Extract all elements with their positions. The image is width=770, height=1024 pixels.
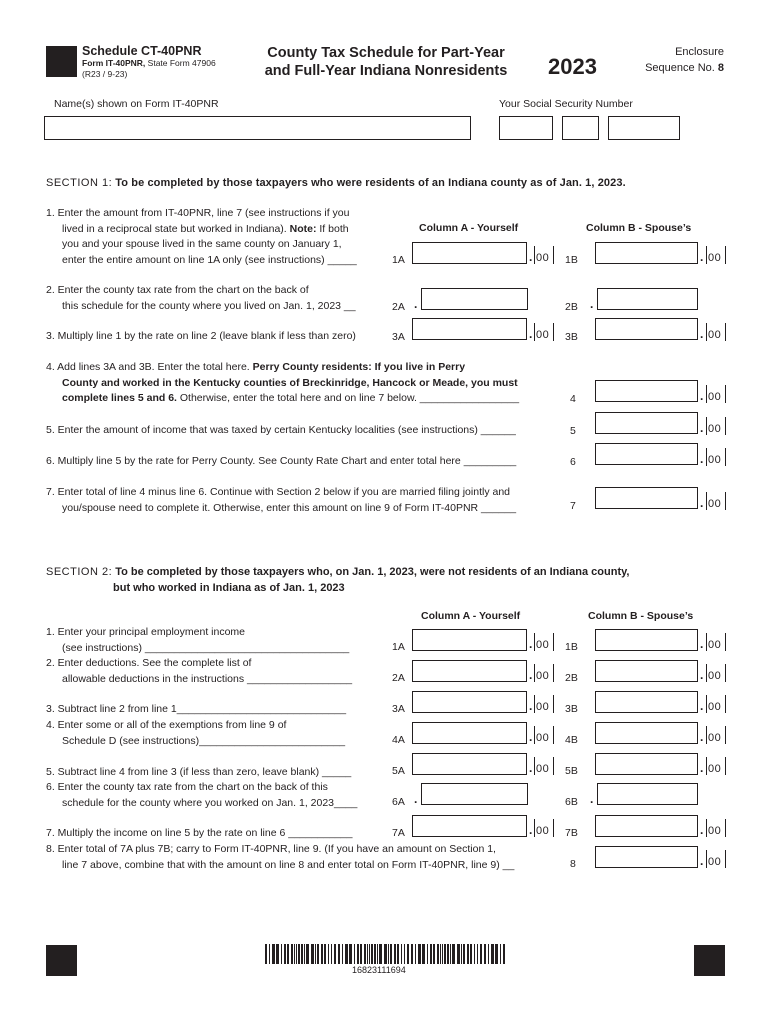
- s2-8-cents: 00: [708, 856, 722, 868]
- form-reference: [82, 58, 216, 68]
- s2-line4-l1: 4. Enter some or all of the exemptions from line 9 of: [46, 719, 287, 731]
- s2-5a-cents-divider: [534, 757, 535, 775]
- barcode-bar: [324, 944, 326, 964]
- s1-3a-cents-end: [553, 323, 554, 341]
- barcode-bar: [388, 944, 389, 964]
- s1-line4-l3a: complete lines 5 and 6.: [62, 392, 177, 404]
- s2-column-b-heading: Column B - Spouse’s: [588, 610, 694, 622]
- barcode-bar: [447, 944, 449, 964]
- s1-7-label: 7: [570, 500, 576, 512]
- s1-1a-decimal: .: [529, 250, 533, 264]
- sequence-number: 8: [717, 62, 724, 74]
- s2-1b-cents-divider: [706, 633, 707, 651]
- s1-2b-label: 2B: [565, 301, 578, 313]
- s2-3a-cents-end: [553, 695, 554, 713]
- s2-3b-decimal: .: [700, 699, 704, 713]
- s1-line7-text: [46, 485, 516, 516]
- s2-3b-cents-divider: [706, 695, 707, 713]
- s2-line6-l1: 6. Enter the county tax rate from the chart on the back of this: [46, 781, 328, 793]
- s1-line4-l3b: Otherwise, enter the total here and on line 7 below. _________________: [176, 392, 520, 404]
- barcode-bar: [401, 944, 402, 964]
- barcode-bar: [345, 944, 348, 964]
- s1-3a-label: 3A: [392, 331, 405, 343]
- s1-1b-input[interactable]: [595, 242, 698, 264]
- s1-3b-input[interactable]: [595, 318, 698, 340]
- barcode-bar: [488, 944, 489, 964]
- s2-2b-cents: 00: [708, 670, 722, 682]
- s1-2a-label: 2A: [392, 301, 405, 313]
- s1-line2-l1: 2. Enter the county tax rate from the chart on the back of: [46, 284, 309, 296]
- barcode-bar: [379, 944, 382, 964]
- s1-3b-cents-divider: [706, 323, 707, 341]
- s1-line4-l1b: Perry County residents: If you live in Perry: [252, 361, 466, 373]
- s2-line4-l2: Schedule D (see instructions)_________________________: [62, 734, 346, 747]
- barcode-bar: [437, 944, 439, 964]
- section2-title2: but who worked in Indiana as of Jan. 1, 2023: [113, 582, 345, 594]
- s2-5a-cents: 00: [536, 763, 550, 775]
- s1-7-cents: 00: [708, 498, 722, 510]
- form-title: [257, 44, 515, 80]
- s2-line1-text: [46, 625, 349, 656]
- s2-7a-cents-divider: [534, 819, 535, 837]
- barcode-bar: [467, 944, 469, 964]
- s1-4-cents: 00: [708, 391, 722, 403]
- barcode-bar: [440, 944, 441, 964]
- s1-7-decimal: .: [700, 496, 704, 510]
- barcode-bar: [265, 944, 267, 964]
- barcode-bar: [442, 944, 443, 964]
- s2-5b-decimal: .: [700, 761, 704, 775]
- s2-5a-cents-end: [553, 757, 554, 775]
- s1-3a-cents: 00: [536, 329, 550, 341]
- s2-5a-input[interactable]: [412, 753, 527, 775]
- s2-line8-l1: 8. Enter total of 7A plus 7B; carry to Form IT-40PNR, line 9. (If you have an amount on Section 1,: [46, 843, 496, 855]
- barcode-bar: [427, 944, 428, 964]
- s1-3a-cents-divider: [534, 323, 535, 341]
- s2-line5-text: 5. Subtract line 4 from line 3 (if less than zero, leave blank) _____: [46, 766, 352, 778]
- revision-date: (R23 / 9-23): [82, 69, 128, 79]
- s2-4a-cents-divider: [534, 726, 535, 744]
- s1-line2-l2: this schedule for the county where you lived on Jan. 1, 2023 __: [62, 299, 356, 312]
- s1-3a-input[interactable]: [412, 318, 527, 340]
- s2-6b-label: 6B: [565, 796, 578, 808]
- s1-3a-decimal: .: [529, 327, 533, 341]
- s2-7b-decimal: .: [700, 823, 704, 837]
- barcode-bar: [287, 944, 289, 964]
- s1-line7-l2: you/spouse need to complete it. Otherwise, enter this amount on line 9 of Form IT-40PNR ______: [62, 501, 517, 514]
- barcode-bar: [384, 944, 387, 964]
- s2-5b-label: 5B: [565, 765, 578, 777]
- form-reference-bold: Form IT-40PNR,: [82, 58, 146, 68]
- s2-7a-cents-end: [553, 819, 554, 837]
- s2-7b-cents: 00: [708, 825, 722, 837]
- s1-5-cents: 00: [708, 423, 722, 435]
- barcode-bar: [367, 944, 368, 964]
- barcode-bar: [291, 944, 293, 964]
- s1-1b-cents: 00: [708, 252, 722, 264]
- s2-line1-l2: (see instructions) ___________________________________: [62, 641, 350, 654]
- barcode-bar: [328, 944, 329, 964]
- ssn-label: Your Social Security Number: [499, 98, 633, 110]
- s1-2a-input[interactable]: [421, 288, 528, 310]
- barcode-bar: [404, 944, 405, 964]
- barcode-bar: [342, 944, 343, 964]
- s2-6a-input[interactable]: [421, 783, 528, 805]
- s1-3b-decimal: .: [700, 327, 704, 341]
- s1-5-label: 5: [570, 425, 576, 437]
- s1-4-decimal: .: [700, 389, 704, 403]
- s2-2a-cents: 00: [536, 670, 550, 682]
- s1-3b-cents: 00: [708, 329, 722, 341]
- s2-line2-l2: allowable deductions in the instructions __________________: [62, 672, 353, 685]
- s1-line7-l1: 7. Enter total of line 4 minus line 6. Continue with Section 2 below if you are married filing jointly and: [46, 486, 510, 498]
- s2-3a-cents-divider: [534, 695, 535, 713]
- s2-8-cents-end: [725, 850, 726, 868]
- barcode-bar: [474, 944, 475, 964]
- s1-line4-l2: County and worked in the Kentucky counties of Breckinridge, Hancock or Meade, you must: [62, 376, 518, 389]
- barcode-bar: [294, 944, 295, 964]
- s1-5-input[interactable]: [595, 412, 698, 434]
- s2-1a-cents-divider: [534, 633, 535, 651]
- barcode-bar: [357, 944, 359, 964]
- s2-line6-l2: schedule for the county where you worked on Jan. 1, 2023____: [62, 796, 358, 809]
- s2-4b-label: 4B: [565, 734, 578, 746]
- s1-2a-decimal: .: [414, 297, 418, 311]
- s2-2b-cents-end: [725, 664, 726, 682]
- s1-1b-cents-end: [725, 246, 726, 264]
- s2-3a-input[interactable]: [412, 691, 527, 713]
- s1-line4-l1a: 4. Add lines 3A and 3B. Enter the total here.: [46, 361, 253, 373]
- s1-5-decimal: .: [700, 421, 704, 435]
- names-field[interactable]: [44, 116, 471, 140]
- barcode-bar: [390, 944, 392, 964]
- s2-8-decimal: .: [700, 854, 704, 868]
- barcode-bar: [371, 944, 373, 964]
- s2-line2-l1: 2. Enter deductions. See the complete list of: [46, 657, 252, 669]
- barcode-bar: [394, 944, 396, 964]
- s1-1a-input[interactable]: [412, 242, 527, 264]
- s2-3b-cents-end: [725, 695, 726, 713]
- s2-line6-text: [46, 780, 357, 811]
- s1-1a-label: 1A: [392, 254, 405, 266]
- barcode-bar: [304, 944, 305, 964]
- s2-6b-decimal: .: [590, 792, 594, 806]
- barcode-bar: [354, 944, 355, 964]
- barcode-bar: [360, 944, 362, 964]
- s1-1b-decimal: .: [700, 250, 704, 264]
- s1-1a-cents-end: [553, 246, 554, 264]
- s2-2b-input[interactable]: [595, 660, 698, 682]
- s2-7b-input[interactable]: [595, 815, 698, 837]
- s2-3a-decimal: .: [529, 699, 533, 713]
- s1-2b-input[interactable]: [597, 288, 698, 310]
- section1-title: To be completed by those taxpayers who were residents of an Indiana county as of Jan. 1, 2023.: [115, 177, 626, 189]
- s2-1b-input[interactable]: [595, 629, 698, 651]
- barcode-bar: [301, 944, 303, 964]
- s1-3b-label: 3B: [565, 331, 578, 343]
- s1-1a-cents: 00: [536, 252, 550, 264]
- s2-7a-decimal: .: [529, 823, 533, 837]
- s1-1b-label: 1B: [565, 254, 578, 266]
- barcode-bar: [495, 944, 498, 964]
- s1-5-cents-end: [725, 417, 726, 435]
- tax-year: 2023: [548, 54, 597, 79]
- ssn-field-part2[interactable]: [562, 116, 599, 140]
- s1-1b-cents-divider: [706, 246, 707, 264]
- s2-8-label: 8: [570, 858, 576, 870]
- section1-label: SECTION 1:: [46, 177, 113, 189]
- s2-1a-cents: 00: [536, 639, 550, 651]
- s1-1a-cents-divider: [534, 246, 535, 264]
- s2-2a-cents-divider: [534, 664, 535, 682]
- s2-line7-text: 7. Multiply the income on line 5 by the rate on line 6 ___________: [46, 827, 353, 839]
- s2-1a-decimal: .: [529, 637, 533, 651]
- s1-line1-note: Note:: [289, 222, 317, 235]
- barcode-bar: [477, 944, 478, 964]
- s1-line3-text: 3. Multiply line 1 by the rate on line 2 (leave blank if less than zero): [46, 330, 356, 342]
- s2-line8-l2: line 7 above, combine that with the amount on line 8 and enter total on Form IT-40PNR, line 9) __: [62, 858, 515, 871]
- s2-7a-label: 7A: [392, 827, 405, 839]
- s2-3a-cents: 00: [536, 701, 550, 713]
- s1-3b-cents-end: [725, 323, 726, 341]
- s2-7b-label: 7B: [565, 827, 578, 839]
- s2-3b-cents: 00: [708, 701, 722, 713]
- s1-column-a-heading: Column A - Yourself: [419, 222, 519, 234]
- s1-line1-l2: [46, 222, 357, 238]
- section2-title1: To be completed by those taxpayers who, on Jan. 1, 2023, were not residents of an Indiana county,: [115, 566, 630, 578]
- barcode-bar: [433, 944, 435, 964]
- s1-2b-decimal: .: [590, 297, 594, 311]
- s2-5b-cents: 00: [708, 763, 722, 775]
- barcode-bar: [298, 944, 300, 964]
- section1-heading: [46, 177, 626, 189]
- s1-line1-l2c: If both: [316, 222, 349, 235]
- section2-heading: [46, 564, 629, 596]
- barcode-bar: [306, 944, 309, 964]
- s1-4-label: 4: [570, 393, 576, 405]
- s1-7-input[interactable]: [595, 487, 698, 509]
- barcode-number: 16823111694: [352, 965, 406, 975]
- s1-7-cents-end: [725, 492, 726, 510]
- s2-8-cents-divider: [706, 850, 707, 868]
- ssn-field-part1[interactable]: [499, 116, 553, 140]
- barcode-bar: [430, 944, 432, 964]
- barcode-bar: [281, 944, 282, 964]
- barcode-bar: [315, 944, 316, 964]
- barcode-bar: [457, 944, 460, 964]
- s1-line1-l1: 1. Enter the amount from IT-40PNR, line 7 (see instructions if you: [46, 207, 350, 219]
- s2-line1-l1: 1. Enter your principal employment income: [46, 626, 246, 638]
- s2-7b-cents-end: [725, 819, 726, 837]
- s1-6-cents-divider: [706, 448, 707, 466]
- section2-label: SECTION 2:: [46, 566, 113, 578]
- barcode-bar: [418, 944, 421, 964]
- s2-5b-cents-divider: [706, 757, 707, 775]
- s2-2a-label: 2A: [392, 672, 405, 684]
- s2-6b-input[interactable]: [597, 783, 698, 805]
- barcode-bar: [397, 944, 399, 964]
- s1-6-decimal: .: [700, 452, 704, 466]
- names-label: Name(s) shown on Form IT-40PNR: [54, 98, 219, 110]
- section2-heading-line1: [46, 564, 629, 580]
- form-title-line2: and Full-Year Indiana Nonresidents: [264, 63, 508, 79]
- form-reference-rest: State Form 47906: [145, 58, 216, 68]
- barcode-bar: [377, 944, 378, 964]
- s2-7a-input[interactable]: [412, 815, 527, 837]
- s1-line2-text: [46, 283, 356, 314]
- s1-line4-l1: [46, 360, 519, 376]
- s1-5-cents-divider: [706, 417, 707, 435]
- s2-4b-cents: 00: [708, 732, 722, 744]
- s2-4b-decimal: .: [700, 730, 704, 744]
- s1-line5-text: 5. Enter the amount of income that was taxed by certain Kentucky localities (see instructions) ______: [46, 424, 516, 436]
- enclosure-label: Enclosure: [675, 46, 724, 58]
- barcode-bar: [317, 944, 319, 964]
- s2-2a-cents-end: [553, 664, 554, 682]
- s2-6a-decimal: .: [414, 792, 418, 806]
- s2-line8-text: [46, 842, 514, 873]
- barcode-bar: [491, 944, 494, 964]
- barcode-bar: [415, 944, 416, 964]
- barcode-bar: [470, 944, 472, 964]
- barcode-bar: [296, 944, 297, 964]
- barcode-graphic: [265, 944, 507, 964]
- s2-1b-label: 1B: [565, 641, 578, 653]
- barcode-bar: [480, 944, 482, 964]
- s2-8-input[interactable]: [595, 846, 698, 868]
- s2-3b-input[interactable]: [595, 691, 698, 713]
- s2-1a-input[interactable]: [412, 629, 527, 651]
- s1-line6-text: 6. Multiply line 5 by the rate for Perry County. See County Rate Chart and enter total here _________: [46, 455, 517, 467]
- barcode-bar: [452, 944, 455, 964]
- barcode-bar: [364, 944, 366, 964]
- s1-6-input[interactable]: [595, 443, 698, 465]
- barcode-bar: [463, 944, 465, 964]
- s1-7-cents-divider: [706, 492, 707, 510]
- enclosure-sequence: [628, 44, 724, 76]
- s1-line4-l3: [46, 391, 519, 407]
- s2-3b-label: 3B: [565, 703, 578, 715]
- s1-line1-l3: you and your spouse lived in the same county on January 1,: [62, 238, 342, 250]
- s1-4-cents-divider: [706, 385, 707, 403]
- s2-6a-label: 6A: [392, 796, 405, 808]
- s2-4a-input[interactable]: [412, 722, 527, 744]
- barcode-bar: [444, 944, 446, 964]
- s2-1b-decimal: .: [700, 637, 704, 651]
- s1-4-cents-end: [725, 385, 726, 403]
- s2-1b-cents-end: [725, 633, 726, 651]
- s1-column-b-heading: Column B - Spouse’s: [586, 222, 692, 234]
- s2-4a-label: 4A: [392, 734, 405, 746]
- s2-line3-text: 3. Subtract line 2 from line 1_____________________________: [46, 703, 347, 715]
- s2-2b-label: 2B: [565, 672, 578, 684]
- s2-4a-decimal: .: [529, 730, 533, 744]
- barcode-bar: [349, 944, 352, 964]
- s1-4-input[interactable]: [595, 380, 698, 402]
- barcode-bar: [338, 944, 340, 964]
- ssn-field-part3[interactable]: [608, 116, 680, 140]
- s2-4b-cents-divider: [706, 726, 707, 744]
- sequence-text: Sequence No.: [645, 62, 715, 74]
- barcode-bar: [369, 944, 370, 964]
- barcode-bar: [284, 944, 286, 964]
- s2-7b-cents-divider: [706, 819, 707, 837]
- s2-4b-input[interactable]: [595, 722, 698, 744]
- s2-1b-cents: 00: [708, 639, 722, 651]
- barcode-bar: [334, 944, 336, 964]
- s2-1a-cents-end: [553, 633, 554, 651]
- s1-6-label: 6: [570, 456, 576, 468]
- barcode-bar: [503, 944, 505, 964]
- s2-line2-text: [46, 656, 352, 687]
- barcode-bar: [374, 944, 376, 964]
- s2-2b-decimal: .: [700, 668, 704, 682]
- s1-6-cents-end: [725, 448, 726, 466]
- schedule-name: Schedule CT-40PNR: [82, 44, 202, 58]
- s2-5a-decimal: .: [529, 761, 533, 775]
- s2-5b-cents-end: [725, 757, 726, 775]
- barcode-bar: [269, 944, 270, 964]
- s2-line4-text: [46, 718, 345, 749]
- barcode-bar: [276, 944, 279, 964]
- registration-mark-bottom-right: [694, 945, 725, 976]
- s1-line4-text: [46, 360, 519, 407]
- barcode-bar: [331, 944, 332, 964]
- s2-2a-decimal: .: [529, 668, 533, 682]
- barcode-bar: [484, 944, 486, 964]
- barcode-bar: [450, 944, 451, 964]
- registration-mark-top-left: [46, 46, 77, 77]
- s2-3a-label: 3A: [392, 703, 405, 715]
- s2-5b-input[interactable]: [595, 753, 698, 775]
- registration-mark-bottom-left: [46, 945, 77, 976]
- barcode-bar: [311, 944, 314, 964]
- barcode: [265, 944, 507, 964]
- s1-line1-l2a: lived in a reciprocal state but worked in Indiana).: [62, 222, 290, 235]
- s1-6-cents: 00: [708, 454, 722, 466]
- sequence-label: [628, 60, 724, 76]
- s2-2a-input[interactable]: [412, 660, 527, 682]
- form-title-line1: County Tax Schedule for Part-Year: [267, 45, 505, 61]
- barcode-bar: [411, 944, 413, 964]
- s2-7a-cents: 00: [536, 825, 550, 837]
- barcode-bar: [321, 944, 323, 964]
- barcode-bar: [461, 944, 462, 964]
- s2-4a-cents-end: [553, 726, 554, 744]
- s1-line1-text: [46, 206, 357, 268]
- barcode-bar: [272, 944, 275, 964]
- s2-4a-cents: 00: [536, 732, 550, 744]
- s2-column-a-heading: Column A - Yourself: [421, 610, 521, 622]
- barcode-bar: [500, 944, 501, 964]
- s2-2b-cents-divider: [706, 664, 707, 682]
- s2-4b-cents-end: [725, 726, 726, 744]
- barcode-bar: [407, 944, 409, 964]
- s2-5a-label: 5A: [392, 765, 405, 777]
- s1-line1-l4: enter the entire amount on line 1A only (see instructions) _____: [62, 253, 357, 266]
- barcode-bar: [422, 944, 425, 964]
- s2-1a-label: 1A: [392, 641, 405, 653]
